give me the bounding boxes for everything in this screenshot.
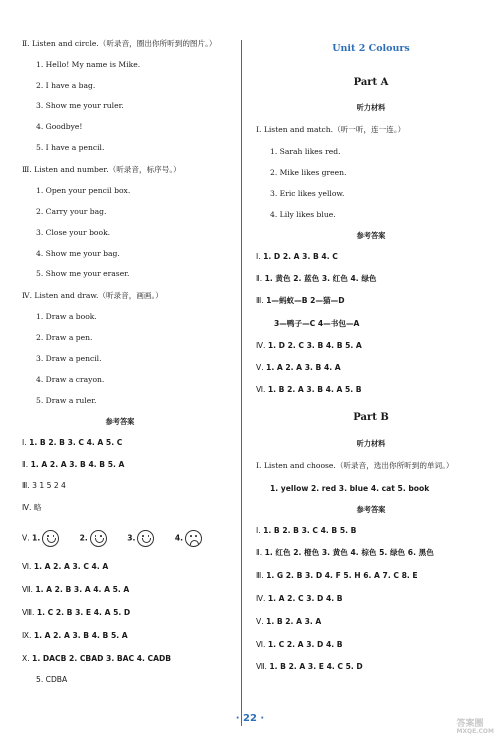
list-item: 1. Hello! My name is Mike. xyxy=(36,60,141,69)
answer-row xyxy=(256,275,377,283)
answer-row xyxy=(256,342,362,350)
list-item: 5. I have a pencil. xyxy=(36,143,105,152)
answer-row xyxy=(274,320,359,328)
answer-text: 1. yellow 2. red 3. blue 4. cat 5. book xyxy=(270,484,430,493)
face-number: 4. xyxy=(174,533,183,543)
answer-label: Ⅱ. xyxy=(256,274,263,283)
answer-label: Ⅰ. xyxy=(256,252,261,261)
answer-row xyxy=(256,297,345,305)
answer-row xyxy=(256,386,362,394)
answer-label: Ⅶ. xyxy=(256,662,267,671)
answer-text: 1. C 2. B 3. E 4. A 5. D xyxy=(36,608,131,617)
part-title: Part A xyxy=(353,77,389,88)
section-heading: Ⅰ. Listen and choose.（听录音，选出你所听到的单词。） xyxy=(256,461,454,470)
answer-row xyxy=(22,504,41,512)
list-item: 4. Lily likes blue. xyxy=(270,210,336,219)
sad-face-icon xyxy=(185,530,202,547)
column-divider xyxy=(241,40,242,726)
list-item: 3. Show me your ruler. xyxy=(36,101,124,110)
answer-row xyxy=(22,609,130,617)
answer-label: Ⅱ. xyxy=(256,548,263,557)
answer-text: 1—蚂蚁—B 2—猫—D xyxy=(266,296,345,305)
answer-text: 1. A 2. C 3. D 4. B xyxy=(267,594,343,603)
answer-label: Ⅴ. xyxy=(22,533,30,543)
answer-text: 1. A 2. A 3. B 4. B 5. A xyxy=(33,631,128,640)
answer-row xyxy=(256,253,338,261)
list-item: 2. Carry your bag. xyxy=(36,207,107,216)
answer-text: 1. D 2. A 3. B 4. C xyxy=(263,252,338,261)
answer-label: Ⅷ. xyxy=(22,608,35,617)
watermark-logo xyxy=(456,720,494,735)
listening-heading: 听力材料 xyxy=(356,439,386,448)
answer-label: Ⅲ. xyxy=(256,296,264,305)
answer-row xyxy=(22,655,171,663)
answer-text: 略 xyxy=(33,503,42,512)
answer-label: Ⅳ. xyxy=(256,594,266,603)
face-number: 1. xyxy=(32,533,41,543)
face-number: 2. xyxy=(79,533,88,543)
part-title: Part B xyxy=(353,412,389,423)
face-number: 3. xyxy=(127,533,136,543)
answer-label: Ⅰ. xyxy=(256,526,261,535)
answer-label: Ⅴ. xyxy=(256,617,264,626)
list-item: 1. Draw a book. xyxy=(36,312,97,321)
answer-row xyxy=(256,527,356,535)
smiley-face-icon xyxy=(90,530,107,547)
answer-label: Ⅲ. xyxy=(256,571,264,580)
list-item: 3. Close your book. xyxy=(36,228,111,237)
answers-heading: 参考答案 xyxy=(356,231,386,240)
section-heading: Ⅱ. Listen and circle.（听录音，圈出你所听到的图片。） xyxy=(22,39,217,48)
list-item: 4. Draw a crayon. xyxy=(36,375,105,384)
answer-row xyxy=(22,461,124,469)
answer-label: Ⅵ. xyxy=(256,640,266,649)
answer-continuation: 5. CDBA xyxy=(36,675,68,684)
answer-text: 1. 红色 2. 橙色 3. 黄色 4. 棕色 5. 绿色 6. 黑色 xyxy=(264,548,434,557)
answers-heading: 参考答案 xyxy=(356,505,386,514)
smiley-face-icon xyxy=(42,530,59,547)
faces-answer-row xyxy=(22,530,202,547)
answer-text: 1. A 2. B 3. A 4. A 5. A xyxy=(35,585,130,594)
answer-label: Ⅶ. xyxy=(22,585,33,594)
answer-text: 1. B 2. B 3. C 4. B 5. B xyxy=(263,526,357,535)
answer-row xyxy=(256,641,343,649)
answer-text: 1. B 2. B 3. C 4. A 5. C xyxy=(29,438,123,447)
answer-label: Ⅸ. xyxy=(22,631,32,640)
listening-heading: 听力材料 xyxy=(356,103,386,112)
answer-text: 1. B 2. A 3. E 4. C 5. D xyxy=(269,662,363,671)
answer-label: Ⅵ. xyxy=(256,385,266,394)
answer-text: 1. B 2. A 3. B 4. A 5. B xyxy=(267,385,362,394)
answer-row xyxy=(256,572,418,580)
answer-label: Ⅴ. xyxy=(256,363,264,372)
section-heading: Ⅲ. Listen and number.（听录音，标序号。） xyxy=(22,165,181,174)
answer-row xyxy=(256,663,363,671)
list-item: 2. I have a bag. xyxy=(36,81,96,90)
answer-label: Ⅹ. xyxy=(22,654,30,663)
answer-text: 3—鸭子—C 4—书包—A xyxy=(274,319,360,328)
list-item xyxy=(270,485,429,493)
watermark-text: 答案圈 xyxy=(456,719,484,729)
watermark-url: MXQE.COM xyxy=(456,728,494,735)
answer-label: Ⅳ. xyxy=(22,503,32,512)
answer-row xyxy=(22,439,122,447)
unit-title: Unit 2 Colours xyxy=(332,43,410,54)
list-item: 1. Open your pencil box. xyxy=(36,186,131,195)
answer-text: 1. DACB 2. CBAD 3. BAC 4. CADB xyxy=(32,654,172,663)
answer-label: Ⅵ. xyxy=(22,562,32,571)
answer-row xyxy=(256,364,341,372)
list-item: 3. Draw a pencil. xyxy=(36,354,102,363)
list-item: 1. Sarah likes red. xyxy=(270,147,341,156)
smiley-face-icon xyxy=(137,530,154,547)
answer-label: Ⅲ. xyxy=(22,481,30,490)
list-item: 5. Draw a ruler. xyxy=(36,396,97,405)
answer-text: 1. A 2. A 3. C 4. A xyxy=(33,562,109,571)
answer-text: 1. A 2. A 3. B 4. A xyxy=(266,363,341,372)
answer-text: 1. C 2. A 3. D 4. B xyxy=(267,640,343,649)
answer-row xyxy=(22,563,108,571)
answer-label: Ⅳ. xyxy=(256,341,266,350)
answer-row xyxy=(256,618,321,626)
answer-text: 1. G 2. B 3. D 4. F 5. H 6. A 7. C 8. E xyxy=(266,571,418,580)
answer-row xyxy=(256,595,343,603)
answer-text: 3 1 5 2 4 xyxy=(32,481,66,490)
page-number: · 22 · xyxy=(235,713,265,724)
answer-label: Ⅰ. xyxy=(22,438,27,447)
answer-text: 1. A 2. A 3. B 4. B 5. A xyxy=(30,460,125,469)
section-heading: Ⅳ. Listen and draw.（听录音，画画。） xyxy=(22,291,163,300)
list-item: 5. Show me your eraser. xyxy=(36,269,130,278)
answer-row xyxy=(22,586,129,594)
answers-heading: 参考答案 xyxy=(105,417,135,426)
list-item: 3. Eric likes yellow. xyxy=(270,189,345,198)
answer-row xyxy=(22,482,66,490)
section-heading: Ⅰ. Listen and match.（听一听，连一连。） xyxy=(256,125,406,134)
list-item: 4. Goodbye! xyxy=(36,122,83,131)
answer-row xyxy=(22,632,128,640)
list-item: 2. Mike likes green. xyxy=(270,168,347,177)
list-item: 2. Draw a pen. xyxy=(36,333,93,342)
answer-text: 1. 黄色 2. 蓝色 3. 红色 4. 绿色 xyxy=(264,274,377,283)
answer-label: Ⅱ. xyxy=(22,460,29,469)
list-item: 4. Show me your bag. xyxy=(36,249,120,258)
answer-text: 1. D 2. C 3. B 4. B 5. A xyxy=(267,341,362,350)
answer-text: 1. B 2. A 3. A xyxy=(266,617,322,626)
answer-row xyxy=(256,549,434,557)
